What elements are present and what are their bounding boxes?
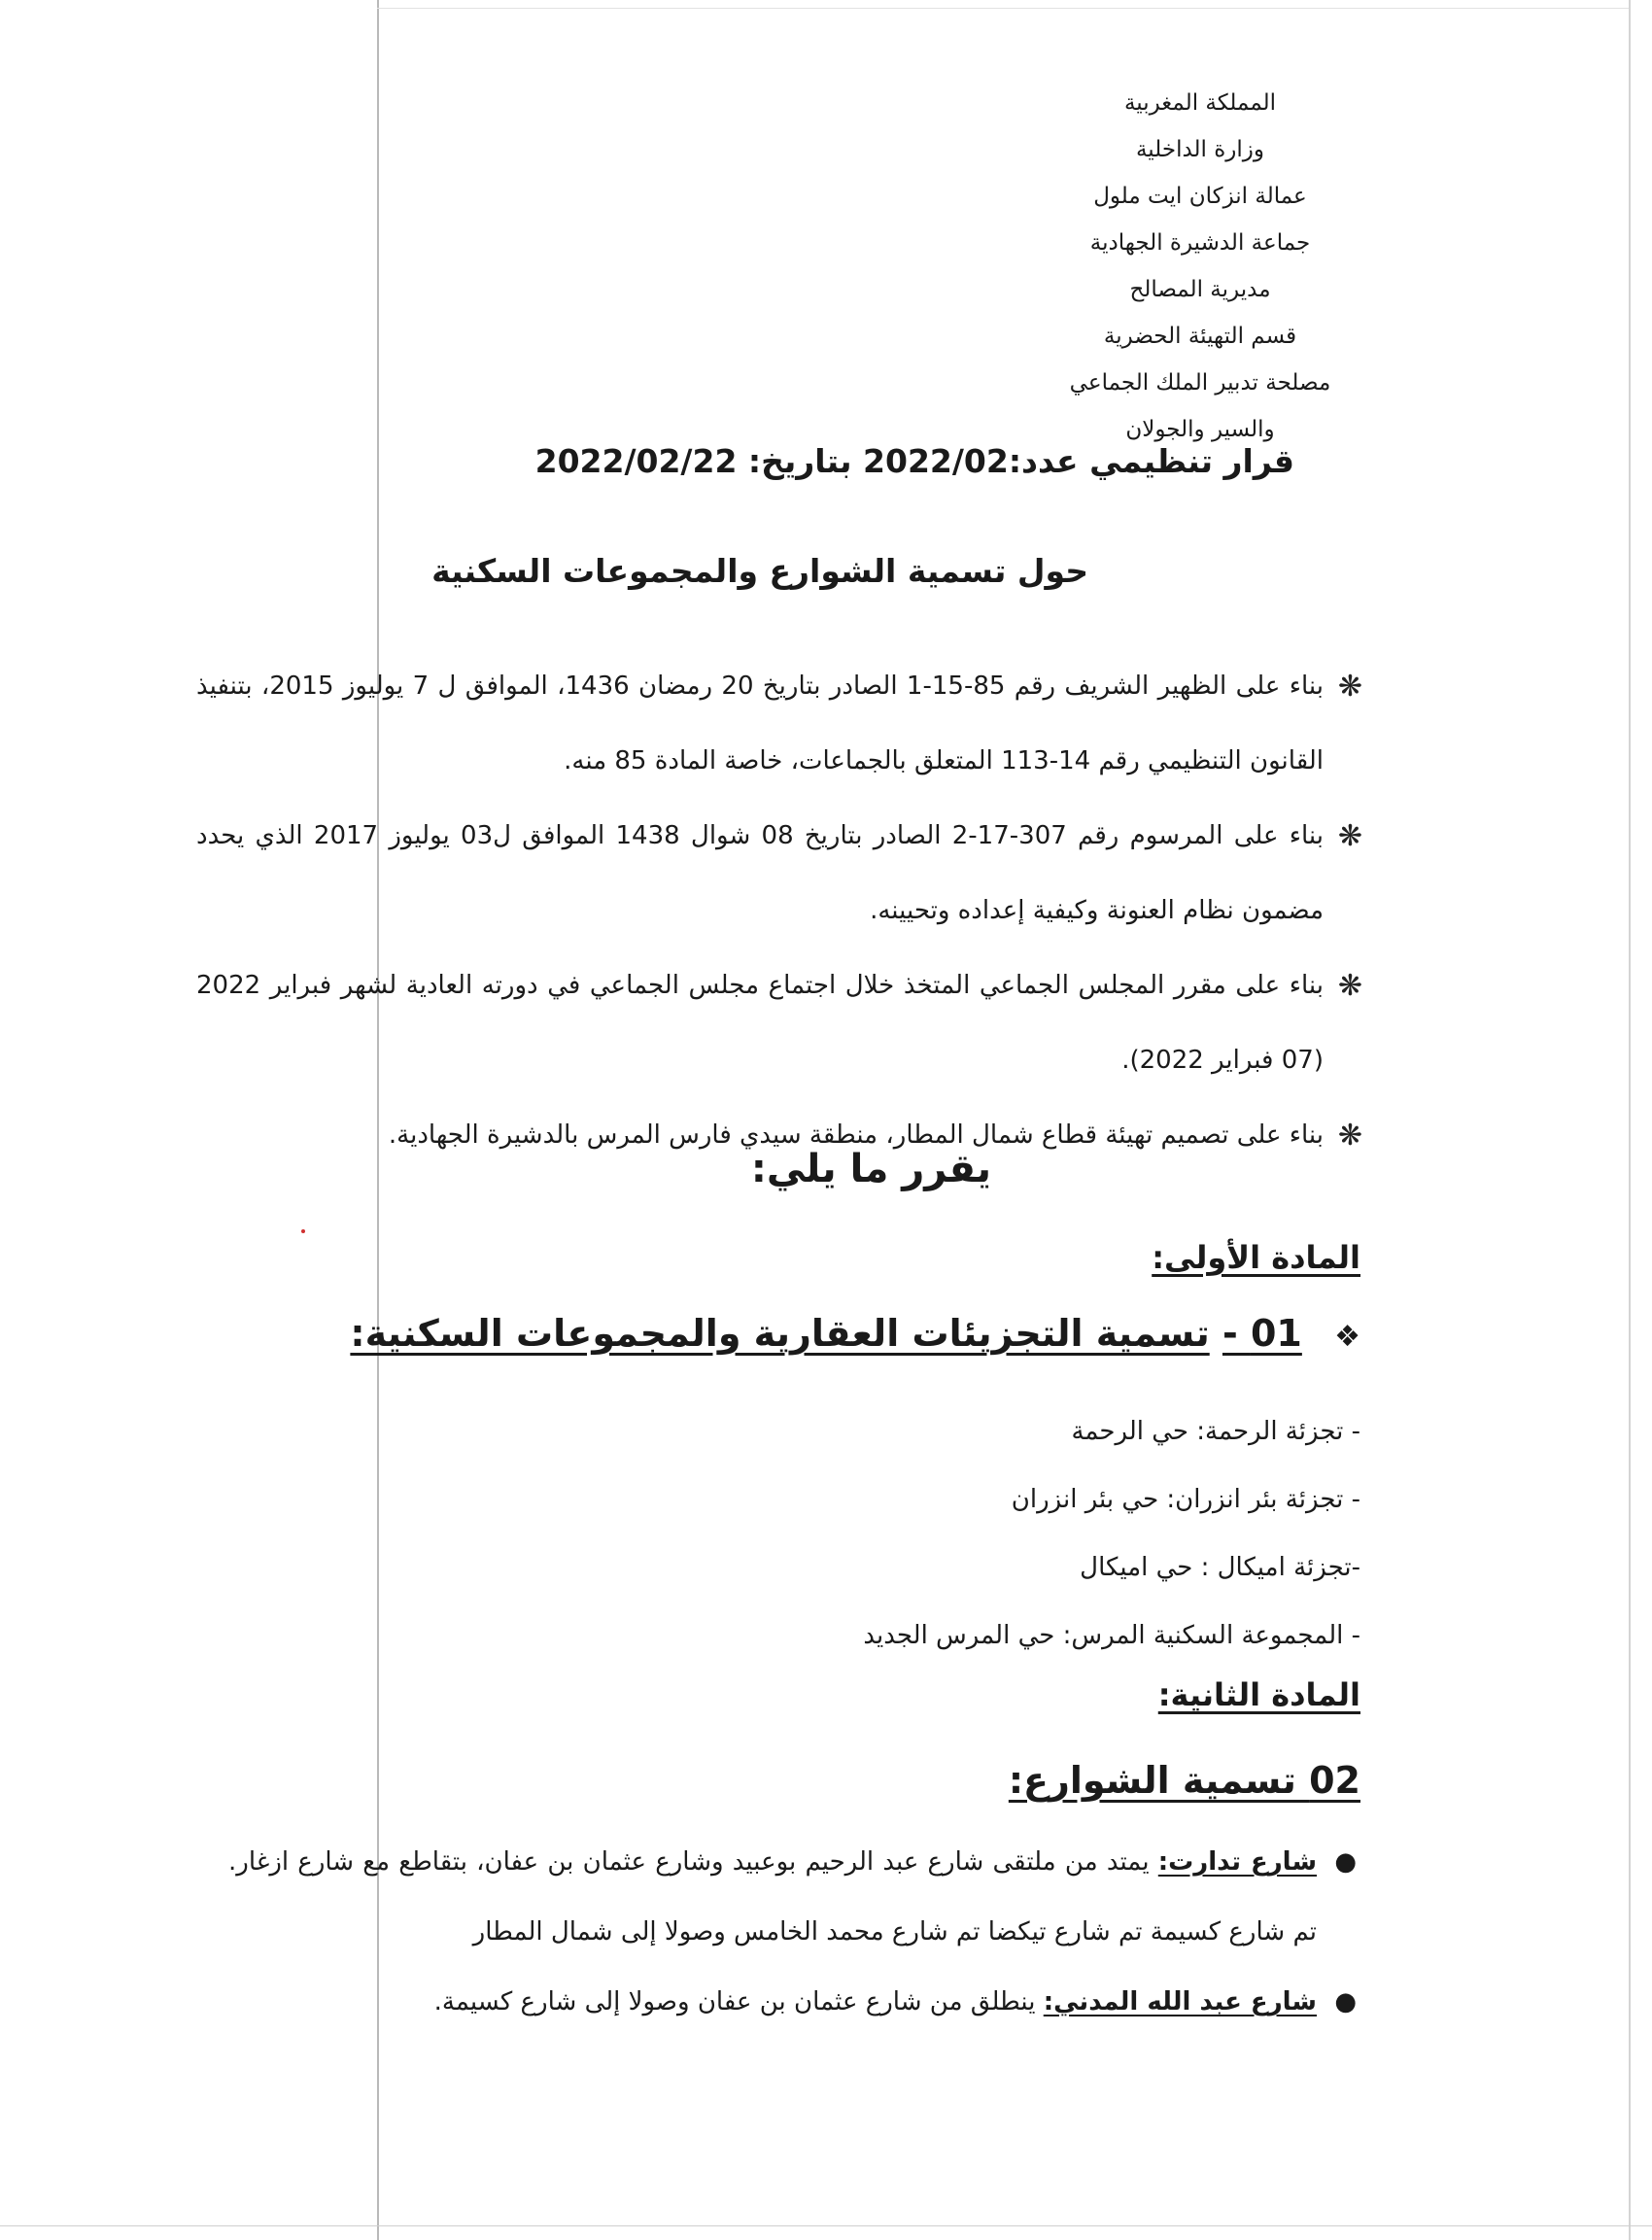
list-item: - تجزئة الرحمة: حي الرحمة	[1071, 1417, 1360, 1446]
asterisk-star-icon: ❋	[1337, 670, 1362, 704]
section-2-title: 02 تسمية الشوارع:	[1008, 1759, 1360, 1802]
list-item: - المجموعة السكنية المرس: حي المرس الجديد	[863, 1621, 1360, 1650]
bullet-dot-icon: ●	[1334, 1847, 1357, 1877]
section-2-heading	[1009, 1759, 1360, 1802]
bullet-dot-icon: ●	[1334, 1987, 1357, 2016]
preamble-item	[196, 948, 1362, 1098]
letterhead-line: المملكة المغربية	[1123, 90, 1277, 116]
asterisk-star-icon: ❋	[1337, 1119, 1362, 1153]
article-1-label: المادة الأولى:	[1152, 1239, 1360, 1276]
street-name: شارع عبد الله المدني:	[1043, 1987, 1317, 2016]
street-name: شارع تدارت:	[1157, 1847, 1318, 1877]
letterhead-line: قسم التهيئة الحضرية	[1103, 324, 1297, 349]
letterhead	[1040, 80, 1360, 453]
page-edge-right	[1629, 0, 1631, 2240]
section-1-title: تسمية التجزيئات العقارية والمجموعات السكنية:	[350, 1312, 1210, 1355]
preamble-text: بناء على تصميم تهيئة قطاع شمال المطار، منطقة سيدي فارس المرس بالدشيرة الجهادية.	[388, 1120, 1324, 1150]
letterhead-line: مديرية المصالح	[1129, 277, 1271, 302]
asterisk-star-icon: ❋	[1337, 819, 1362, 853]
letterhead-line: مصلحة تدبير الملك الجماعي	[1069, 370, 1331, 396]
preamble-list	[196, 649, 1362, 1173]
list-item: - تجزئة بئر انزران: حي بئر انزران	[1011, 1485, 1360, 1514]
preamble-text: بناء على مقرر المجلس الجماعي المتخذ خلال اجتماع مجلس الجماعي في دورته العادية لشهر فبراير 2022 (07 فبراير 2022).	[196, 971, 1324, 1075]
preamble-text: بناء على المرسوم رقم 307-17-2 الصادر بتاريخ 08 شوال 1438 الموافق ل03 يوليوز 2017 الذي يحدد مضمون نظام العنونة وكيفية إعداده وتحيينه.	[196, 821, 1324, 925]
section-1-heading	[350, 1312, 1360, 1355]
letterhead-line: عمالة انزكان ايت ملول	[1093, 184, 1307, 209]
asterisk-star-icon: ❋	[1337, 969, 1362, 1003]
letterhead-line: والسير والجولان	[1125, 417, 1275, 442]
section-1-number: 01 -	[1222, 1312, 1302, 1355]
document-page	[194, 0, 1360, 2240]
letterhead-line: وزارة الداخلية	[1135, 137, 1265, 162]
preamble-text: بناء على الظهير الشريف رقم 85-15-1 الصادر بتاريخ 20 رمضان 1436، الموافق ل 7 يوليوز 2015، بتنفيذ القانون التنظيمي رقم 14-113 المتعلق بالجماعات، خاصة المادة 85 منه.	[196, 672, 1325, 775]
decides-heading: يقرر ما يلي:	[750, 1147, 991, 1191]
list-item: -تجزئة اميكال : حي اميكال	[1080, 1553, 1360, 1582]
diamond-bullet-icon: ❖	[1334, 1320, 1360, 1354]
street-item	[228, 1827, 1360, 1967]
street-item	[228, 1967, 1360, 2037]
street-list	[228, 1827, 1360, 2037]
subdivision-list	[863, 1397, 1360, 1670]
decision-title: قرار تنظيمي عدد:2022/02 بتاريخ: 2022/02/22	[534, 442, 1294, 480]
article-2-label: المادة الثانية:	[1157, 1676, 1360, 1713]
preamble-item	[196, 799, 1362, 948]
street-description: يمتد من ملتقى شارع عبد الرحيم بوعبيد وشارع عثمان بن عفان، بتقاطع مع شارع ازغار. تم شارع كسيمة تم شارع تيكضا تم شارع محمد الخامس وصولا إلى شمال المطار	[228, 1847, 1317, 1947]
street-description: ينطلق من شارع عثمان بن عفان وصولا إلى شارع كسيمة.	[433, 1987, 1044, 2016]
letterhead-line: جماعة الدشيرة الجهادية	[1089, 230, 1311, 256]
decision-subtitle: حول تسمية الشوارع والمجموعات السكنية	[431, 552, 1088, 590]
preamble-item	[196, 649, 1362, 799]
